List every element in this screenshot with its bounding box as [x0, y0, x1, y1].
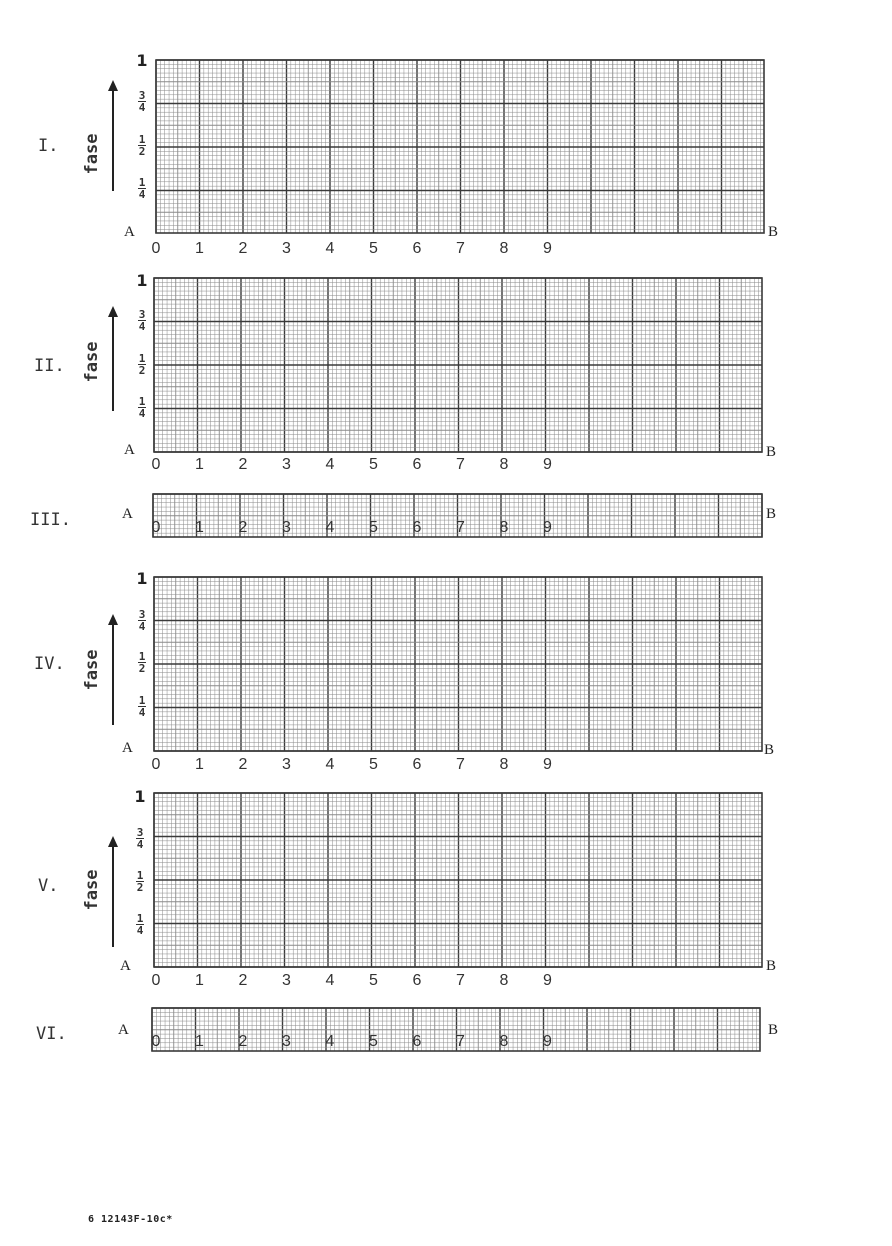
- x-axis-label: 4: [325, 240, 335, 257]
- x-axis-label: 3: [282, 456, 291, 473]
- x-axis-label: 4: [325, 519, 335, 536]
- x-axis-label: 1: [195, 456, 204, 473]
- arrow-up-icon: [108, 836, 118, 847]
- x-axis-label: 9: [543, 240, 552, 257]
- x-axis-label: 8: [499, 756, 509, 773]
- graph-paper-grid: [154, 278, 762, 452]
- y-label-half: 1 2: [138, 352, 146, 377]
- x-axis-label: 8: [499, 519, 509, 536]
- y-label-one: 1: [136, 271, 148, 290]
- phase-axis-arrow: [108, 306, 118, 411]
- phase-axis-title: fase: [82, 869, 102, 911]
- y-label-half: 1 2: [136, 869, 144, 894]
- end-label-b: B: [766, 444, 777, 460]
- end-label-b: B: [764, 742, 775, 758]
- end-label-b: B: [768, 224, 779, 240]
- panel-label: IV.: [34, 654, 65, 674]
- x-axis-label: 0: [151, 972, 161, 989]
- panel-label: I.: [38, 136, 59, 156]
- start-label-a: A: [120, 958, 131, 974]
- x-axis-label: 4: [325, 972, 335, 989]
- arrow-up-icon: [108, 306, 118, 317]
- phase-axis-title: fase: [82, 133, 102, 175]
- x-axis-label: 2: [238, 519, 248, 536]
- x-axis-label: 0: [151, 1033, 161, 1050]
- x-axis-label: 6: [412, 1033, 422, 1050]
- x-axis-label: 9: [543, 972, 552, 989]
- x-axis-label: 7: [456, 972, 465, 989]
- x-axis-label: 2: [238, 756, 248, 773]
- x-axis-label: 7: [456, 240, 465, 257]
- x-axis-label: 1: [195, 519, 204, 536]
- y-label-three-quarters: 3 4: [138, 89, 146, 114]
- y-label-quarter: 1 4: [138, 694, 146, 719]
- x-axis-label: 5: [369, 456, 378, 473]
- x-axis-label: 0: [151, 240, 161, 257]
- x-axis-label: 4: [325, 756, 335, 773]
- x-axis-label: 1: [195, 240, 204, 257]
- x-axis-label: 2: [238, 1033, 248, 1050]
- graph-paper-grid: [154, 793, 762, 967]
- graph-paper-grid: [154, 577, 762, 751]
- x-axis-label: 8: [499, 240, 509, 257]
- y-label-half: 1 2: [138, 650, 146, 675]
- panel-label: VI.: [36, 1024, 67, 1044]
- phase-axis-arrow: [108, 80, 118, 191]
- panel-label: V.: [38, 876, 59, 896]
- phase-axis-arrow: [108, 614, 118, 725]
- y-label-quarter: 1 4: [138, 395, 146, 420]
- arrow-up-icon: [108, 614, 118, 625]
- end-label-b: B: [766, 506, 777, 522]
- x-axis-label: 3: [282, 240, 291, 257]
- x-axis-label: 7: [456, 456, 465, 473]
- x-axis-label: 0: [151, 519, 161, 536]
- x-axis-label: 5: [369, 1033, 378, 1050]
- end-label-b: B: [766, 958, 777, 974]
- start-label-a: A: [122, 740, 133, 756]
- x-axis-label: 9: [543, 456, 552, 473]
- y-label-three-quarters: 3 4: [138, 608, 146, 633]
- x-axis-label: 3: [282, 972, 291, 989]
- y-label-quarter: 1 4: [138, 176, 146, 201]
- x-axis-label: 1: [195, 756, 204, 773]
- x-axis-label: 7: [456, 1033, 465, 1050]
- x-axis-label: 9: [543, 519, 552, 536]
- x-axis-label: 9: [543, 1033, 552, 1050]
- x-axis-label: 6: [412, 519, 422, 536]
- panel-label: II.: [34, 356, 65, 376]
- x-axis-label: 6: [412, 756, 422, 773]
- y-label-three-quarters: 3 4: [138, 308, 146, 333]
- y-label-half: 1 2: [138, 133, 146, 158]
- x-axis-label: 1: [195, 972, 204, 989]
- y-label-one: 1: [136, 569, 148, 588]
- x-axis-label: 8: [499, 456, 509, 473]
- x-axis-label: 2: [238, 240, 248, 257]
- form-code: 6 12143F-10c*: [88, 1214, 173, 1225]
- end-label-b: B: [768, 1022, 779, 1038]
- x-axis-label: 2: [238, 456, 248, 473]
- x-axis-label: 4: [325, 456, 335, 473]
- x-axis-label: 5: [369, 756, 378, 773]
- phase-axis-arrow: [108, 836, 118, 947]
- start-label-a: A: [122, 506, 133, 522]
- x-axis-label: 5: [369, 972, 378, 989]
- x-axis-label: 5: [369, 519, 378, 536]
- phase-axis-title: fase: [82, 649, 102, 691]
- y-label-three-quarters: 3 4: [136, 826, 144, 851]
- arrow-up-icon: [108, 80, 118, 91]
- x-axis-label: 8: [499, 972, 509, 989]
- x-axis-label: 2: [238, 972, 248, 989]
- x-axis-label: 6: [412, 972, 422, 989]
- y-label-one: 1: [136, 51, 148, 70]
- graph-paper-grid: [156, 60, 764, 233]
- phase-axis-title: fase: [82, 341, 102, 383]
- panel-label: III.: [30, 510, 71, 530]
- x-axis-label: 0: [151, 456, 161, 473]
- x-axis-label: 0: [151, 756, 161, 773]
- x-axis-label: 7: [456, 756, 465, 773]
- x-axis-label: 3: [282, 519, 291, 536]
- start-label-a: A: [124, 224, 135, 240]
- x-axis-label: 8: [499, 1033, 509, 1050]
- x-axis-label: 3: [282, 756, 291, 773]
- x-axis-label: 1: [195, 1033, 204, 1050]
- x-axis-label: 3: [282, 1033, 291, 1050]
- y-label-quarter: 1 4: [136, 912, 144, 937]
- x-axis-label: 4: [325, 1033, 335, 1050]
- x-axis-label: 7: [456, 519, 465, 536]
- x-axis-label: 6: [412, 456, 422, 473]
- x-axis-label: 6: [412, 240, 422, 257]
- x-axis-label: 9: [543, 756, 552, 773]
- x-axis-label: 5: [369, 240, 378, 257]
- start-label-a: A: [118, 1022, 129, 1038]
- y-label-one: 1: [134, 787, 146, 806]
- start-label-a: A: [124, 442, 135, 458]
